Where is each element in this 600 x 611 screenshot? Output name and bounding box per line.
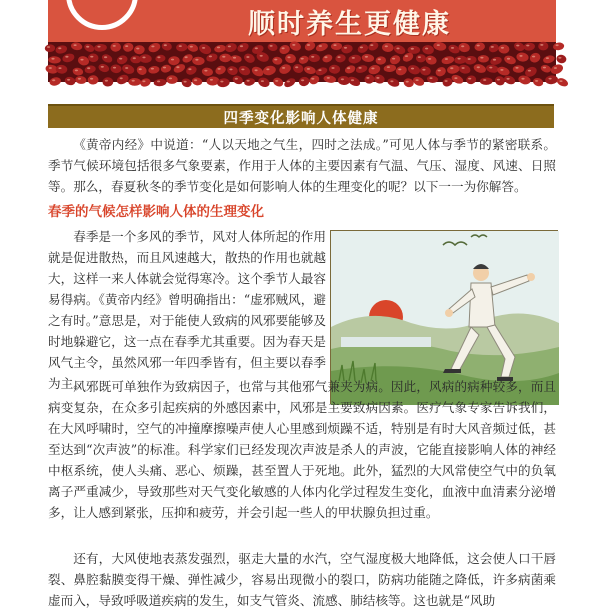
- bean-highlight: [210, 79, 213, 81]
- bean-highlight: [75, 70, 78, 72]
- bean-highlight: [438, 70, 441, 72]
- bean: [408, 46, 421, 54]
- bean-highlight: [528, 70, 531, 72]
- bean-highlight: [246, 56, 249, 58]
- bean-highlight: [287, 81, 290, 83]
- bean-highlight: [119, 58, 122, 60]
- bean-highlight: [120, 77, 123, 79]
- bean-highlight: [507, 78, 510, 80]
- bean-highlight: [376, 77, 379, 79]
- bean-highlight: [151, 46, 154, 48]
- bean-highlight: [90, 56, 93, 58]
- bean-highlight: [241, 69, 244, 71]
- bean-highlight: [292, 44, 295, 46]
- bean-highlight: [194, 79, 197, 81]
- spring-paragraph-2: 风邪既可单独作为致病因子，也常与其他邪气兼夹为病。因此，风病的病种较多，而且病变复杂，在众多引起疾病的外感因素中，风邪是主要致病因素。医疗气象专家告诉我们，在大风呼啸时，空气的冲撞摩擦噪声使人心里感到烦躁不适，特别是有时大风音频过低，甚至达到“次声波”的标准。科学家们已经发现次声波是杀人的声波，它能直接影响人体的神经中枢系统，使人头痛、恶心、烦躁，甚至置人于死地。此外，猛烈的大风常使空气中的负氧离子严重减少，导致那些对天气变化敏感的人体内化学过程发生变化，血液中血清素分泌增多，让人感到紧张，压抑和疲劳，并会引起一些人的甲状腺负担过重。: [48, 379, 556, 520]
- bean-highlight: [390, 80, 393, 82]
- bean-highlight: [86, 46, 89, 48]
- bean-highlight: [87, 67, 90, 69]
- bean-highlight: [458, 58, 461, 60]
- bean-highlight: [195, 59, 198, 61]
- bean-highlight: [425, 48, 428, 50]
- bean-highlight: [370, 44, 373, 46]
- bean-highlight: [540, 44, 543, 46]
- bean-highlight: [519, 55, 522, 57]
- bean-highlight: [67, 79, 70, 81]
- bean-highlight: [319, 45, 322, 47]
- bean-highlight: [49, 67, 52, 69]
- bean-highlight: [477, 66, 480, 68]
- bean-highlight: [228, 46, 231, 48]
- bean-highlight: [139, 68, 142, 70]
- bean-highlight: [132, 80, 135, 82]
- bean-highlight: [58, 67, 61, 69]
- bean-highlight: [360, 47, 363, 49]
- bean-highlight: [359, 67, 362, 69]
- bean-highlight: [416, 79, 419, 81]
- bean-highlight: [311, 78, 314, 80]
- bean-highlight: [365, 56, 368, 58]
- bean-highlight: [324, 56, 327, 58]
- bean-highlight: [516, 45, 519, 47]
- spring-heading: 春季的气候怎样影响人体的生理变化: [48, 204, 264, 220]
- bean-highlight: [396, 48, 399, 50]
- bean-highlight: [491, 46, 494, 48]
- bean-highlight: [307, 44, 310, 46]
- bean-highlight: [142, 57, 145, 59]
- bean-highlight: [113, 45, 116, 47]
- bean-highlight: [333, 44, 336, 46]
- bean-highlight: [461, 45, 464, 47]
- bean-highlight: [222, 56, 225, 58]
- bean-highlight: [204, 70, 207, 72]
- bean-highlight: [507, 58, 510, 60]
- bean-highlight: [405, 55, 408, 57]
- bean-highlight: [468, 58, 471, 60]
- bean-highlight: [454, 77, 457, 79]
- bean-highlight: [337, 56, 340, 58]
- bean-highlight: [307, 68, 310, 70]
- bean-highlight: [260, 55, 263, 57]
- bean-highlight: [385, 45, 388, 47]
- bean-highlight: [301, 58, 304, 60]
- bean-highlight: [483, 79, 486, 81]
- section-title-bar: [48, 104, 554, 128]
- bean-highlight: [52, 79, 55, 81]
- bean-highlight: [497, 79, 500, 81]
- bean-highlight: [437, 44, 440, 46]
- bean-highlight: [554, 67, 557, 69]
- bean: [556, 54, 568, 64]
- bean-highlight: [163, 67, 166, 69]
- bean-highlight: [500, 69, 503, 71]
- bean-highlight: [546, 57, 549, 59]
- bean-highlight: [74, 44, 77, 46]
- bean-highlight: [411, 68, 414, 70]
- section-title: 四季变化影响人体健康: [223, 111, 379, 127]
- bean-highlight: [501, 47, 504, 49]
- bean-highlight: [218, 68, 221, 70]
- bean-highlight: [351, 79, 354, 81]
- bean-highlight: [136, 48, 139, 50]
- bean-highlight: [311, 56, 314, 58]
- bean-highlight: [229, 69, 232, 71]
- bean-highlight: [51, 58, 54, 60]
- bean-highlight: [65, 56, 68, 58]
- bean-highlight: [493, 59, 496, 61]
- bean-highlight: [255, 47, 258, 49]
- bean-highlight: [142, 80, 145, 82]
- bean-highlight: [125, 67, 128, 69]
- bean-highlight: [445, 58, 448, 60]
- bean-highlight: [318, 69, 321, 71]
- bean-highlight: [429, 77, 432, 79]
- bean-highlight: [489, 67, 492, 69]
- bean-highlight: [331, 67, 334, 69]
- bean-highlight: [462, 67, 465, 69]
- bean-highlight: [184, 81, 187, 83]
- bean-highlight: [515, 67, 518, 69]
- bean-highlight: [543, 67, 546, 69]
- bean-highlight: [104, 56, 107, 58]
- bean-highlight: [398, 69, 401, 71]
- bean-highlight: [78, 78, 81, 80]
- bean-highlight: [202, 47, 205, 49]
- bean-highlight: [101, 66, 104, 68]
- bean-highlight: [532, 56, 535, 58]
- bean-highlight: [188, 68, 191, 70]
- bean-highlight: [347, 67, 350, 69]
- bean-highlight: [392, 58, 395, 60]
- bean-highlight: [133, 57, 136, 59]
- bean-highlight: [549, 78, 552, 80]
- bean-highlight: [559, 80, 562, 82]
- intro-paragraph: 《黄帝内经》中说道：“人以天地之气生，四时之法成。”可见人体与季节的紧密联系。季节气候环境包括很多气象要素，作用于人体的主要因素有气温、气压、湿度、风速、日照等。那么，春夏秋冬的季节变化是如何影响人体的生理变化的呢？以下一一为你解答。: [48, 137, 556, 194]
- bean-highlight: [468, 78, 471, 80]
- bean-highlight: [445, 80, 448, 82]
- bean-highlight: [480, 57, 483, 59]
- header-banner: [48, 0, 556, 82]
- bean-highlight: [352, 57, 355, 59]
- bean-highlight: [247, 80, 250, 82]
- bean-highlight: [366, 77, 369, 79]
- bean-highlight: [164, 44, 167, 46]
- bean-highlight: [47, 46, 50, 48]
- bean-highlight: [151, 68, 154, 70]
- bean-highlight: [217, 47, 220, 49]
- bean-highlight: [97, 46, 100, 48]
- bean-highlight: [255, 69, 258, 71]
- bean-highlight: [209, 56, 212, 58]
- bean-highlight: [171, 59, 174, 61]
- bean-highlight: [341, 78, 344, 80]
- bean-highlight: [90, 78, 93, 80]
- bean-highlight: [556, 44, 559, 46]
- bean-highlight: [422, 69, 425, 71]
- bean-highlight: [220, 81, 223, 83]
- bean-highlight: [270, 45, 273, 47]
- bean-highlight: [428, 58, 431, 60]
- bean-highlight: [157, 81, 160, 83]
- red-beans-image: [48, 42, 556, 82]
- bean-highlight: [176, 66, 179, 68]
- spring-paragraph-3: 还有，大风使地表蒸发强烈，驱走大量的水汽，空气湿度极大地降低，这会使人口干唇裂、鼻腔黏膜变得干燥、弹性减少，容易出现微小的裂口，防病功能随之降低，许多病菌乘虚而入，导致呼吸道疾病的发生，如支气管炎、流感、肺结核等。这也就是“风助: [48, 551, 556, 608]
- bean-highlight: [275, 80, 278, 82]
- bean-highlight: [266, 68, 269, 70]
- bean-highlight: [190, 46, 193, 48]
- bean-highlight: [526, 45, 529, 47]
- bean-highlight: [301, 79, 304, 81]
- bean-highlight: [371, 68, 374, 70]
- bean-highlight: [282, 67, 285, 69]
- bean-highlight: [235, 78, 238, 80]
- bean-highlight: [378, 58, 381, 60]
- bean-highlight: [450, 67, 453, 69]
- bean-highlight: [113, 67, 116, 69]
- bean-highlight: [287, 56, 290, 58]
- bean-highlight: [411, 48, 414, 50]
- bean-highlight: [261, 80, 264, 82]
- bean-highlight: [387, 66, 390, 68]
- bean-highlight: [477, 45, 480, 47]
- bean-highlight: [105, 80, 108, 82]
- bean-highlight: [157, 56, 160, 58]
- bean-highlight: [282, 47, 285, 49]
- bean-highlight: [418, 56, 421, 58]
- bean-highlight: [344, 47, 347, 49]
- bean-highlight: [451, 47, 454, 49]
- bean-highlight: [558, 57, 561, 59]
- bean-highlight: [179, 45, 182, 47]
- bean-highlight: [169, 78, 172, 80]
- bean-highlight: [327, 77, 330, 79]
- bean-highlight: [521, 78, 524, 80]
- bean-highlight: [233, 57, 236, 59]
- bean-highlight: [125, 45, 128, 47]
- bean-highlight: [185, 56, 188, 58]
- spring-paragraph-1: 春季是一个多风的季节，风对人体所起的作用就是促进散热，而且风速越大，散热的作用也就越大，这样一来人体就会觉得寒冷。这个季节人最容易得病。《黄帝内经》曾明确指出：“虚邪贼风，避之有时。”意思是，对于能使人致病的风邪要能够及时地躲避它，这一点在春季尤其重要。因为春天是风气主令，虽然风邪一年四季皆有，但主要以春季为主。: [48, 229, 326, 391]
- bean-highlight: [58, 47, 61, 49]
- bean-highlight: [295, 66, 298, 68]
- bean-highlight: [274, 59, 277, 61]
- bean-highlight: [535, 80, 538, 82]
- bean-highlight: [240, 45, 243, 47]
- bean-highlight: [80, 59, 83, 61]
- banner-title: 顺时养生更健康: [248, 9, 451, 40]
- bean-highlight: [406, 81, 409, 83]
